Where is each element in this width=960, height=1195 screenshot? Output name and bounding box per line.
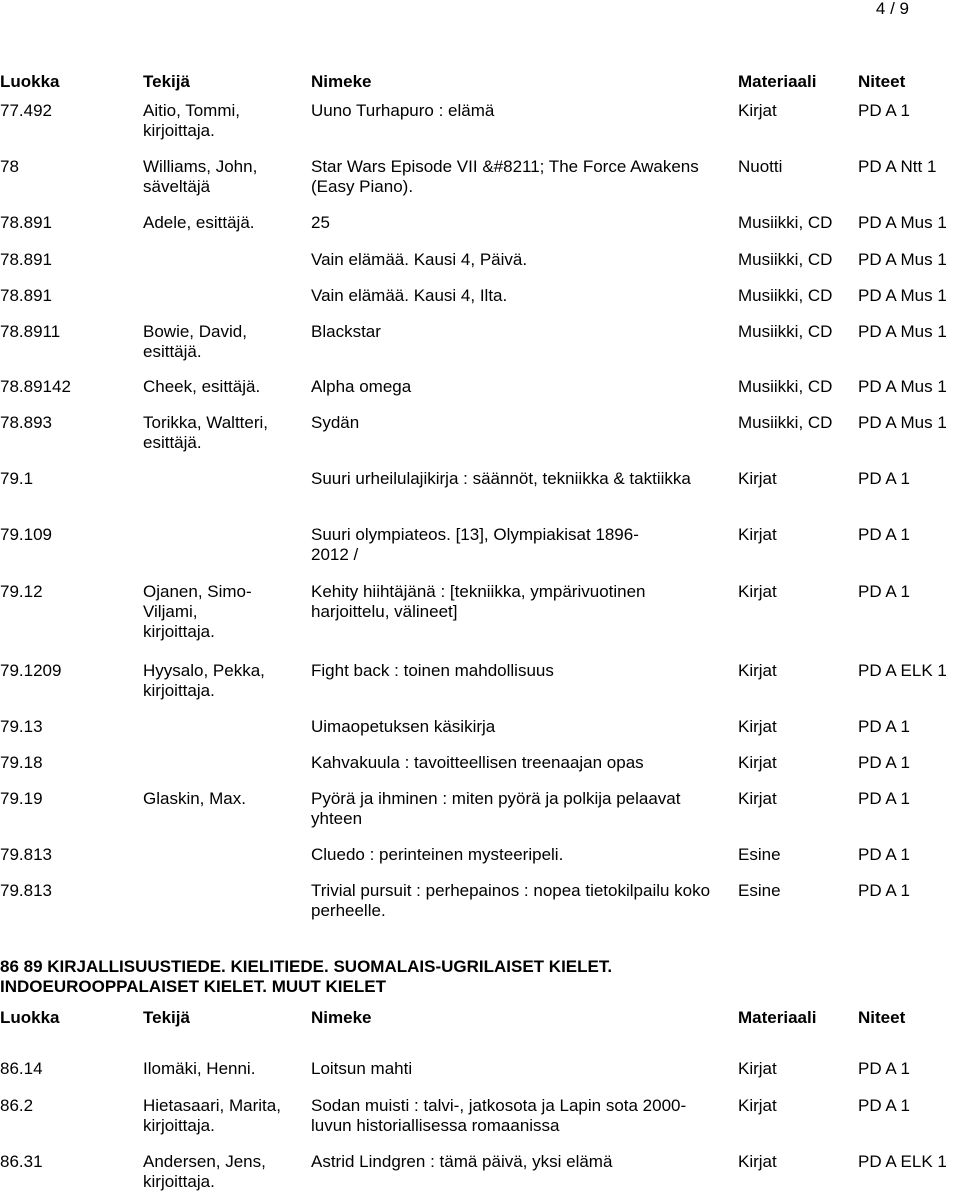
cell-materiaali: Musiikki, CD — [738, 413, 833, 432]
cell-materiaali: Kirjat — [738, 1096, 777, 1115]
cell-luokka: 79.813 — [0, 881, 52, 900]
header-niteet: Niteet — [858, 72, 906, 91]
cell-luokka: 77.492 — [0, 101, 52, 120]
table-row — [0, 881, 960, 921]
cell-luokka: 78.891 — [0, 286, 52, 305]
cell-nimeke: Suuri olympiateos. [13], Olympiakisat 1896-2012 / — [311, 525, 639, 564]
cell-niteet: PD A 1 — [858, 101, 910, 120]
cell-materiaali: Musiikki, CD — [738, 250, 833, 269]
table-row — [0, 1096, 960, 1136]
cell-nimeke: Fight back : toinen mahdollisuus — [311, 661, 554, 680]
cell-materiaali: Musiikki, CD — [738, 377, 833, 396]
table-row — [0, 250, 960, 290]
cell-luokka: 79.813 — [0, 845, 52, 864]
section-heading-line2: INDOEUROOPPALAISET KIELET. MUUT KIELET — [0, 977, 386, 996]
cell-tekija: Glaskin, Max. — [143, 789, 246, 808]
table-row — [0, 661, 960, 701]
cell-niteet: PD A 1 — [858, 1096, 910, 1115]
cell-niteet: PD A Mus 1 — [858, 322, 947, 341]
cell-nimeke: Kehity hiihtäjänä : [tekniikka, ympärivuotinen harjoittelu, välineet] — [311, 582, 646, 621]
header-nimeke: Nimeke — [311, 72, 372, 91]
table-row — [0, 286, 960, 326]
cell-nimeke: Uimaopetuksen käsikirja — [311, 717, 496, 736]
cell-tekija: Torikka, Waltteri, esittäjä. — [143, 413, 269, 452]
cell-niteet: PD A ELK 1 — [858, 1152, 947, 1171]
cell-tekija: Adele, esittäjä. — [143, 213, 255, 232]
table-row — [0, 157, 960, 197]
cell-materiaali: Kirjat — [738, 717, 777, 736]
page-number: 4 / 9 — [875, 0, 909, 18]
table-row — [0, 753, 960, 793]
cell-nimeke: Suuri urheilulajikirja : säännöt, tekniikka & taktiikka — [311, 469, 691, 488]
header-niteet: Niteet — [858, 1008, 906, 1027]
table-row — [0, 845, 960, 885]
cell-luokka: 79.12 — [0, 582, 43, 601]
table-row — [0, 789, 960, 829]
cell-nimeke: Vain elämää. Kausi 4, Päivä. — [311, 250, 528, 269]
cell-luokka: 86.14 — [0, 1059, 43, 1078]
cell-niteet: PD A Mus 1 — [858, 250, 947, 269]
cell-niteet: PD A 1 — [858, 753, 910, 772]
cell-luokka: 78.89142 — [0, 377, 71, 396]
cell-nimeke: Star Wars Episode VII &#8211; The Force Awakens (Easy Piano). — [311, 157, 699, 196]
cell-nimeke: Blackstar — [311, 322, 381, 341]
header-luokka: Luokka — [0, 1008, 60, 1027]
cell-tekija: Andersen, Jens, kirjoittaja. — [143, 1152, 266, 1191]
cell-luokka: 78.891 — [0, 250, 52, 269]
cell-niteet: PD A ELK 1 — [858, 661, 947, 680]
cell-luokka: 86.2 — [0, 1096, 34, 1115]
cell-luokka: 78.891 — [0, 213, 52, 232]
cell-materiaali: Kirjat — [738, 469, 777, 488]
cell-niteet: PD A 1 — [858, 789, 910, 808]
header-materiaali: Materiaali — [738, 1008, 817, 1027]
table-row — [0, 1059, 960, 1099]
table-row — [0, 377, 960, 417]
cell-nimeke: Astrid Lindgren : tämä päivä, yksi elämä — [311, 1152, 613, 1171]
cell-luokka: 79.13 — [0, 717, 43, 736]
cell-nimeke: 25 — [311, 213, 330, 232]
table-row — [0, 213, 960, 253]
cell-luokka: 78.8911 — [0, 322, 61, 341]
section-heading — [0, 957, 960, 997]
cell-materiaali: Esine — [738, 881, 781, 900]
cell-materiaali: Musiikki, CD — [738, 286, 833, 305]
cell-nimeke: Loitsun mahti — [311, 1059, 413, 1078]
cell-niteet: PD A Mus 1 — [858, 213, 947, 232]
cell-niteet: PD A 1 — [858, 881, 910, 900]
cell-materiaali: Esine — [738, 845, 781, 864]
header-tekija: Tekijä — [143, 72, 190, 91]
cell-tekija: Ojanen, Simo-Viljami, kirjoittaja. — [143, 582, 252, 641]
cell-luokka: 86.31 — [0, 1152, 43, 1171]
table-row — [0, 525, 960, 565]
table-row — [0, 1152, 960, 1192]
cell-niteet: PD A 1 — [858, 845, 910, 864]
cell-materiaali: Kirjat — [738, 1059, 777, 1078]
cell-nimeke: Cluedo : perinteinen mysteeripeli. — [311, 845, 564, 864]
cell-tekija: Williams, John, säveltäjä — [143, 157, 258, 196]
cell-materiaali: Musiikki, CD — [738, 322, 833, 341]
header-luokka: Luokka — [0, 72, 60, 91]
cell-materiaali: Kirjat — [738, 661, 777, 680]
cell-materiaali: Kirjat — [738, 525, 777, 544]
cell-luokka: 79.19 — [0, 789, 43, 808]
cell-luokka: 78 — [0, 157, 19, 176]
cell-niteet: PD A 1 — [858, 717, 910, 736]
cell-nimeke: Uuno Turhapuro : elämä — [311, 101, 495, 120]
cell-tekija: Hietasaari, Marita, kirjoittaja. — [143, 1096, 281, 1135]
cell-niteet: PD A 1 — [858, 1059, 910, 1078]
table-row — [0, 413, 960, 453]
cell-materiaali: Nuotti — [738, 157, 783, 176]
table-header — [0, 1008, 960, 1048]
cell-tekija: Aitio, Tommi, kirjoittaja. — [143, 101, 240, 140]
table-row — [0, 322, 960, 362]
cell-luokka: 78.893 — [0, 413, 52, 432]
cell-nimeke: Trivial pursuit : perhepainos : nopea tietokilpailu koko perheelle. — [311, 881, 711, 920]
cell-niteet: PD A 1 — [858, 469, 910, 488]
cell-niteet: PD A Mus 1 — [858, 377, 947, 396]
table-row — [0, 717, 960, 757]
cell-tekija: Cheek, esittäjä. — [143, 377, 261, 396]
cell-nimeke: Alpha omega — [311, 377, 412, 396]
cell-niteet: PD A Mus 1 — [858, 413, 947, 432]
header-materiaali: Materiaali — [738, 72, 817, 91]
cell-niteet: PD A 1 — [858, 582, 910, 601]
cell-nimeke: Kahvakuula : tavoitteellisen treenaajan opas — [311, 753, 644, 772]
cell-niteet: PD A Mus 1 — [858, 286, 947, 305]
cell-luokka: 79.18 — [0, 753, 43, 772]
header-tekija: Tekijä — [143, 1008, 190, 1027]
header-nimeke: Nimeke — [311, 1008, 372, 1027]
cell-nimeke: Sydän — [311, 413, 360, 432]
cell-tekija: Bowie, David, esittäjä. — [143, 322, 247, 361]
table-row — [0, 101, 960, 141]
cell-nimeke: Sodan muisti : talvi-, jatkosota ja Lapin sota 2000-luvun historiallisessa romaanissa — [311, 1096, 687, 1135]
cell-materiaali: Kirjat — [738, 1152, 777, 1171]
cell-luokka: 79.109 — [0, 525, 52, 544]
cell-tekija: Hyysalo, Pekka, kirjoittaja. — [143, 661, 265, 700]
table-row — [0, 582, 960, 641]
table-row — [0, 469, 960, 509]
cell-nimeke: Pyörä ja ihminen : miten pyörä ja polkija pelaavat yhteen — [311, 789, 681, 828]
cell-materiaali: Kirjat — [738, 582, 777, 601]
cell-niteet: PD A 1 — [858, 525, 910, 544]
cell-materiaali: Kirjat — [738, 753, 777, 772]
cell-nimeke: Vain elämää. Kausi 4, Ilta. — [311, 286, 508, 305]
cell-niteet: PD A Ntt 1 — [858, 157, 937, 176]
cell-luokka: 79.1 — [0, 469, 34, 488]
cell-luokka: 79.1209 — [0, 661, 62, 680]
cell-materiaali: Kirjat — [738, 101, 777, 120]
section-heading-line1: 86 89 KIRJALLISUUSTIEDE. KIELITIEDE. SUOMALAIS-UGRILAISET KIELET. — [0, 957, 613, 976]
cell-materiaali: Kirjat — [738, 789, 777, 808]
cell-tekija: Ilomäki, Henni. — [143, 1059, 256, 1078]
cell-materiaali: Musiikki, CD — [738, 213, 833, 232]
